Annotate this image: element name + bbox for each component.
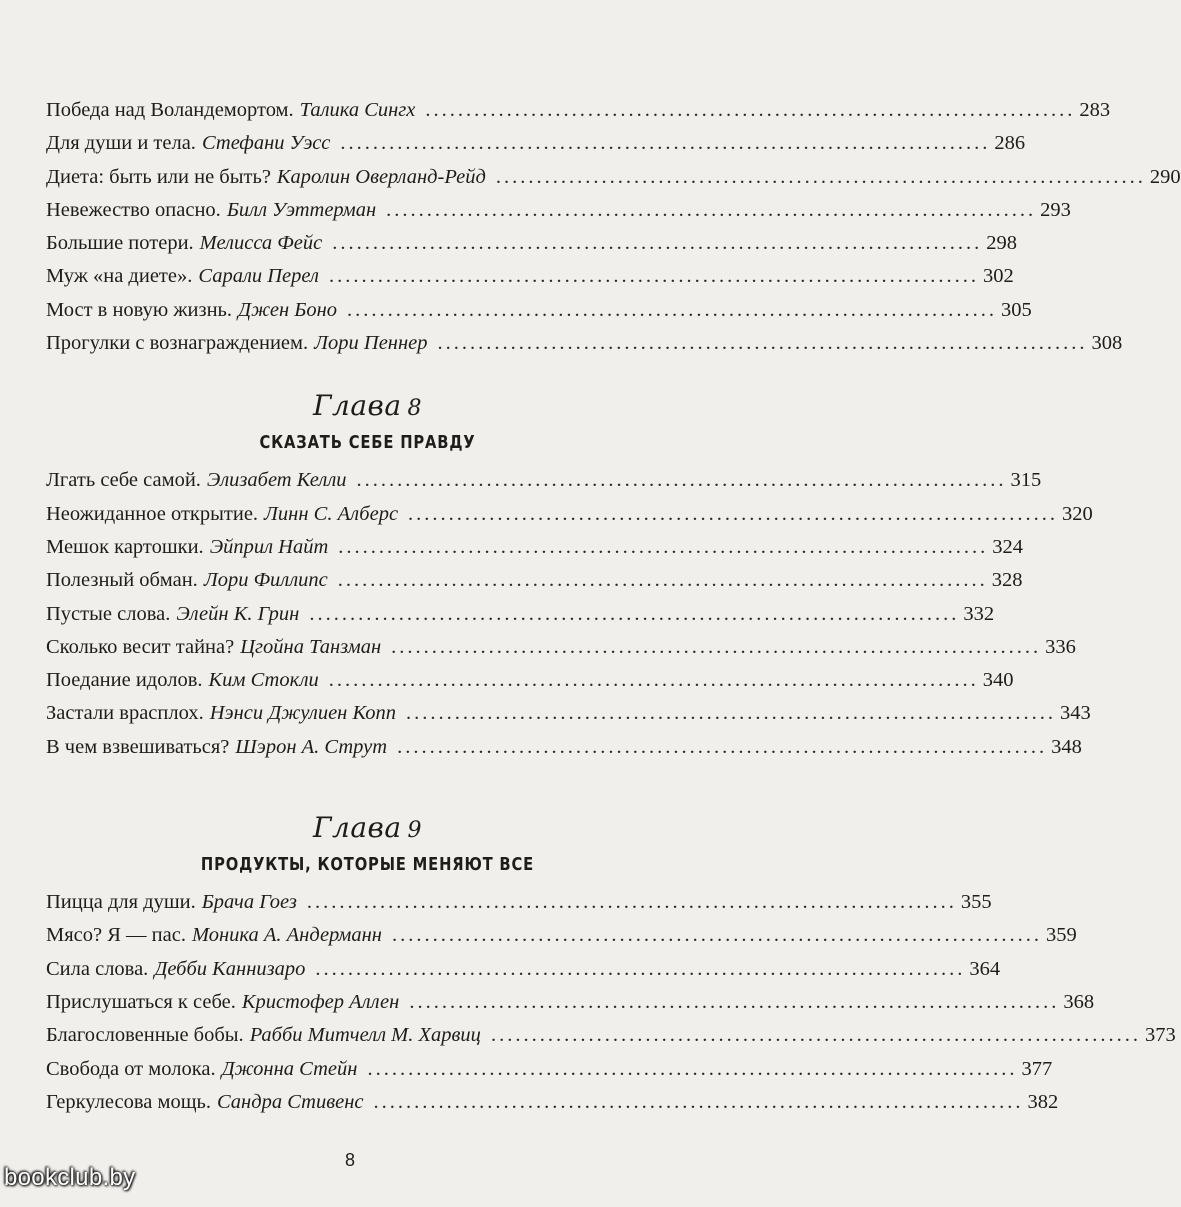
toc-entry xyxy=(46,127,1026,160)
toc-entry xyxy=(46,886,992,919)
entry-author: Нэнси Джулиен Копп xyxy=(209,702,397,725)
entry-title: Большие потери. xyxy=(46,232,194,255)
entry-author: Джонна Стейн xyxy=(221,1057,358,1080)
entry-page-number: 348 xyxy=(1051,735,1082,758)
entry-page-number: 382 xyxy=(1027,1090,1059,1113)
dot-leader: ................................................................................ xyxy=(425,99,1076,121)
entry-title: Поедание идолов. xyxy=(46,669,203,692)
dot-leader: ................................................................................ xyxy=(397,735,1048,758)
dot-leader: ................................................................................ xyxy=(386,198,1037,221)
toc-entry xyxy=(46,953,1001,986)
toc-entry xyxy=(46,94,1111,127)
table-of-contents xyxy=(46,94,1181,1119)
dot-leader: ................................................................................ xyxy=(347,298,998,321)
entry-author: Дебби Каннизаро xyxy=(154,957,306,980)
entry-author: Элизабет Келли xyxy=(206,469,347,492)
toc-entry xyxy=(46,531,1024,564)
toc-list-chapter-8 xyxy=(46,464,1093,764)
dot-leader: ................................................................................ xyxy=(309,602,960,625)
entry-author: Талика Сингх xyxy=(299,99,416,121)
chapter-label xyxy=(46,386,689,429)
entry-author: Элейн К. Грин xyxy=(176,602,300,625)
entry-title: Застали врасплох. xyxy=(46,702,204,725)
entry-title: Благословенные бобы. xyxy=(46,1024,244,1047)
entry-author: Каролин Оверланд-Рейд xyxy=(276,165,486,188)
entry-author: Сарали Перел xyxy=(198,265,319,288)
entry-author: Сандра Стивенс xyxy=(216,1090,364,1113)
toc-entry xyxy=(46,260,1014,293)
toc-entry xyxy=(46,1053,1053,1086)
entry-title: Сколько весит тайна? xyxy=(46,635,235,658)
dot-leader: ................................................................................ xyxy=(340,132,991,155)
chapter-number: 8 xyxy=(407,396,423,422)
entry-title: Пицца для души. xyxy=(46,891,196,914)
toc-entry xyxy=(46,731,1082,764)
site-watermark: bookclub.by xyxy=(4,1164,136,1191)
entry-page-number: 320 xyxy=(1062,502,1093,525)
dot-leader: ................................................................................ xyxy=(337,569,988,592)
toc-entry xyxy=(46,564,1023,597)
dot-leader: ................................................................................ xyxy=(367,1057,1018,1080)
chapter-word: Глава xyxy=(312,389,402,423)
chapter-number: 9 xyxy=(407,818,423,844)
toc-entry xyxy=(46,1086,1059,1119)
entry-author: Ким Стокли xyxy=(208,669,319,692)
entry-page-number: 298 xyxy=(986,232,1017,255)
toc-entry xyxy=(46,631,1076,664)
dot-leader: ................................................................................ xyxy=(437,332,1088,355)
entry-page-number: 368 xyxy=(1063,990,1095,1013)
entry-author: Моника А. Андерманн xyxy=(191,924,382,947)
toc-entry xyxy=(46,598,995,631)
entry-author: Билл Уэттерман xyxy=(226,198,377,221)
entry-page-number: 286 xyxy=(994,132,1026,155)
entry-author: Стефани Уэсс xyxy=(201,132,331,155)
entry-author: Цгойна Танзман xyxy=(240,635,382,658)
entry-page-number: 364 xyxy=(969,957,1001,980)
dot-leader: ................................................................................ xyxy=(328,265,979,288)
entry-author: Шэрон А. Струт xyxy=(235,735,388,758)
entry-author: Джен Боно xyxy=(238,298,338,321)
entry-title: Свобода от молока. xyxy=(46,1057,216,1080)
entry-page-number: 355 xyxy=(960,891,992,914)
dot-leader: ................................................................................ xyxy=(356,469,1007,492)
toc-entry xyxy=(46,161,1181,194)
dot-leader: ................................................................................ xyxy=(490,1024,1141,1047)
entry-author: Рабби Митчелл М. Харвиц xyxy=(249,1024,481,1047)
dot-leader: ................................................................................ xyxy=(495,165,1146,188)
page-number: 8 xyxy=(344,1150,355,1170)
entry-title: Сила слова. xyxy=(46,957,149,980)
dot-leader: ................................................................................ xyxy=(391,924,1042,947)
entry-title: Победа над Воландемортом. xyxy=(46,99,294,121)
entry-title: Геркулесова мощь. xyxy=(46,1090,211,1113)
entry-page-number: 340 xyxy=(982,669,1014,692)
entry-title: Прогулки с вознаграждением. xyxy=(46,332,309,355)
dot-leader: ................................................................................ xyxy=(391,635,1042,658)
entry-title: Лгать себе самой. xyxy=(46,469,201,492)
chapter-word: Глава xyxy=(312,811,402,845)
entry-title: В чем взвешиваться? xyxy=(46,735,230,758)
entry-page-number: 328 xyxy=(991,569,1023,592)
entry-author: Линн С. Алберс xyxy=(264,502,399,525)
toc-entry xyxy=(46,327,1123,360)
entry-author: Брача Гоез xyxy=(201,891,297,914)
entry-author: Лори Филлипс xyxy=(203,569,328,592)
entry-page-number: 293 xyxy=(1040,198,1071,221)
entry-page-number: 377 xyxy=(1021,1057,1053,1080)
chapter-title: СКАЗАТЬ СЕБЕ ПРАВДУ xyxy=(259,432,476,454)
dot-leader: ................................................................................ xyxy=(328,669,979,692)
entry-title: Муж «на диете». xyxy=(46,265,193,288)
dot-leader: ................................................................................ xyxy=(315,957,966,980)
chapter-9-heading xyxy=(46,808,689,879)
entry-page-number: 308 xyxy=(1091,332,1123,355)
entry-title: Мешок картошки. xyxy=(46,535,204,558)
toc-entry xyxy=(46,498,1093,531)
entry-page-number: 290 xyxy=(1149,165,1181,188)
entry-title: Полезный обман. xyxy=(46,569,198,592)
chapter-8-heading xyxy=(46,386,689,457)
entry-title: Для души и тела. xyxy=(46,132,196,155)
entry-page-number: 305 xyxy=(1001,298,1032,321)
entry-page-number: 336 xyxy=(1045,635,1076,658)
toc-entry xyxy=(46,464,1042,497)
dot-leader: ................................................................................ xyxy=(409,990,1060,1013)
entry-page-number: 373 xyxy=(1144,1024,1176,1047)
entry-page-number: 283 xyxy=(1079,99,1111,121)
toc-entry xyxy=(46,919,1077,952)
entry-title: Мясо? Я — пас. xyxy=(46,924,186,947)
entry-page-number: 332 xyxy=(963,602,995,625)
toc-list-chapter-9 xyxy=(46,886,1176,1119)
entry-title: Неожиданное открытие. xyxy=(46,502,259,525)
dot-leader: ................................................................................ xyxy=(373,1090,1024,1113)
entry-title: Мост в новую жизнь. xyxy=(46,298,233,321)
dot-leader: ................................................................................ xyxy=(338,535,989,558)
chapter-title: ПРОДУКТЫ, КОТОРЫЕ МЕНЯЮТ ВСЕ xyxy=(200,854,535,876)
entry-title: Невежество опасно. xyxy=(46,198,221,221)
toc-entry xyxy=(46,294,1032,327)
toc-list-chapter-7-continued xyxy=(46,94,1181,360)
entry-page-number: 315 xyxy=(1010,469,1042,492)
toc-entry xyxy=(46,697,1091,730)
entry-title: Прислушаться к себе. xyxy=(46,990,236,1013)
entry-page-number: 324 xyxy=(992,535,1024,558)
entry-author: Мелисса Фейс xyxy=(199,232,323,255)
chapter-label xyxy=(46,808,689,851)
entry-author: Эйприл Найт xyxy=(209,535,329,558)
toc-entry xyxy=(46,664,1014,697)
toc-entry xyxy=(46,194,1071,227)
entry-title: Пустые слова. xyxy=(46,602,171,625)
entry-page-number: 302 xyxy=(982,265,1014,288)
dot-leader: ................................................................................ xyxy=(306,891,957,914)
dot-leader: ................................................................................ xyxy=(406,702,1057,725)
entry-page-number: 359 xyxy=(1045,924,1077,947)
entry-title: Диета: быть или не быть? xyxy=(46,165,271,188)
entry-author: Кристофер Аллен xyxy=(241,990,400,1013)
toc-entry xyxy=(46,986,1095,1019)
toc-entry xyxy=(46,1019,1176,1052)
dot-leader: ................................................................................ xyxy=(408,502,1059,525)
toc-entry xyxy=(46,227,1017,260)
entry-author: Лори Пеннер xyxy=(314,332,428,355)
dot-leader: ................................................................................ xyxy=(332,232,983,255)
entry-page-number: 343 xyxy=(1060,702,1091,725)
